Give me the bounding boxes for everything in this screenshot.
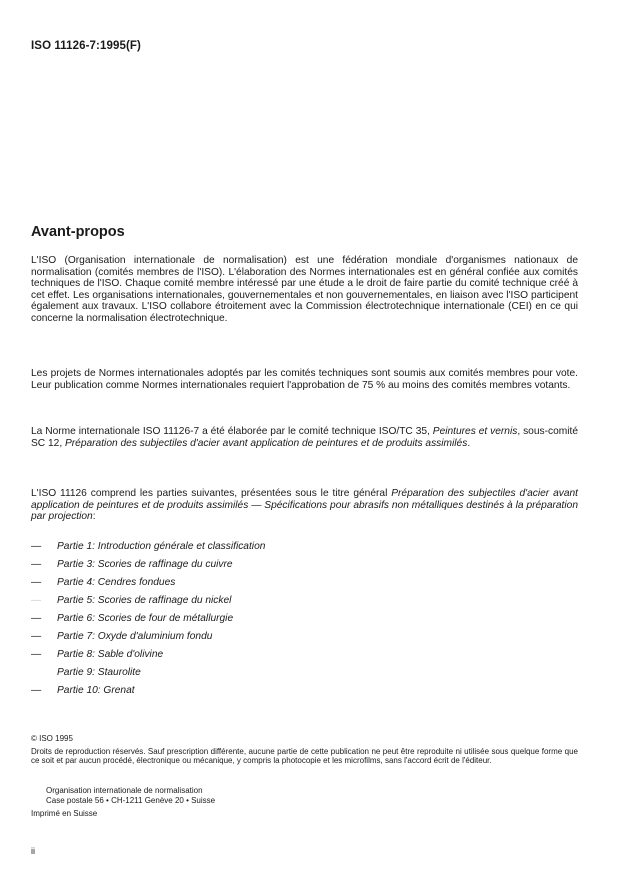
paragraph-2: Les projets de Normes internationales adoptés par les comités techniques sont soumis aux comités membres pour vote. Leur publication comme Normes internationales requiert l'approbation de 75 % au moins des comités membres votants. [31,368,578,391]
list-item: — Partie 10: Grenat [31,685,135,696]
rights-notice: Droits de reproduction réservés. Sauf prescription différente, aucune partie de cette publication ne peut être reproduite ni utilisée sous quelque forme que ce soit et par aucun procédé, électronique ou mécanique, y compris la photocopie et les microfilms, sans l'accord écrit de l'éditeur. [31,747,578,766]
document-header: ISO 11126-7:1995(F) [31,40,141,52]
address-line: Case postale 56 • CH-1211 Genève 20 • Suisse [46,795,216,805]
list-item: — Partie 7: Oxyde d'aluminium fondu [31,631,213,642]
list-item: — Partie 3: Scories de raffinage du cuivre [31,559,233,570]
list-item: Partie 9: Staurolite [57,667,141,678]
list-item: — Partie 5: Scories de raffinage du nickel [31,595,232,606]
paragraph-4: L'ISO 11126 comprend les parties suivantes, présentées sous le titre général Préparation des subjectiles d'acier avant application de peintures et de produits assimilés — Spécifications pour abrasifs non métalliques destinés à la préparation par projection: [31,488,578,523]
paragraph-3: La Norme internationale ISO 11126-7 a été élaborée par le comité technique ISO/TC 35, Peintures et vernis, sous-comité SC 12, Préparation des subjectiles d'acier avant application de peintures et de produits assimilés. [31,426,578,449]
copyright-notice: © ISO 1995 [31,734,73,743]
list-item: — Partie 4: Cendres fondues [31,577,176,588]
paragraph-1: L'ISO (Organisation internationale de normalisation) est une fédération mondiale d'organismes nationaux de normalisation (comités membres de l'ISO). L'élaboration des Normes internationales est en général confiée aux comités techniques de l'ISO. Chaque comité membre intéressé par une étude a le droit de faire partie du comité technique créé à cet effet. Les organisations internationales, gouvernementales et non gouvernementales, en liaison avec l'ISO participent également aux travaux. L'ISO collabore étroitement avec la Commission électrotechnique internationale (CEI) en ce qui concerne la normalisation électrotechnique. [31,255,578,324]
publisher-address [46,786,215,805]
section-title: Avant-propos [31,224,125,240]
list-item: — Partie 8: Sable d'olivine [31,649,164,660]
parts-list [31,540,578,702]
list-item: — Partie 6: Scories de four de métallurgie [31,613,234,624]
page-number: ii [31,846,35,856]
printed-in: Imprimé en Suisse [31,809,98,818]
address-line: Organisation internationale de normalisation [46,786,203,795]
list-item: — Partie 1: Introduction générale et classification [31,541,266,552]
